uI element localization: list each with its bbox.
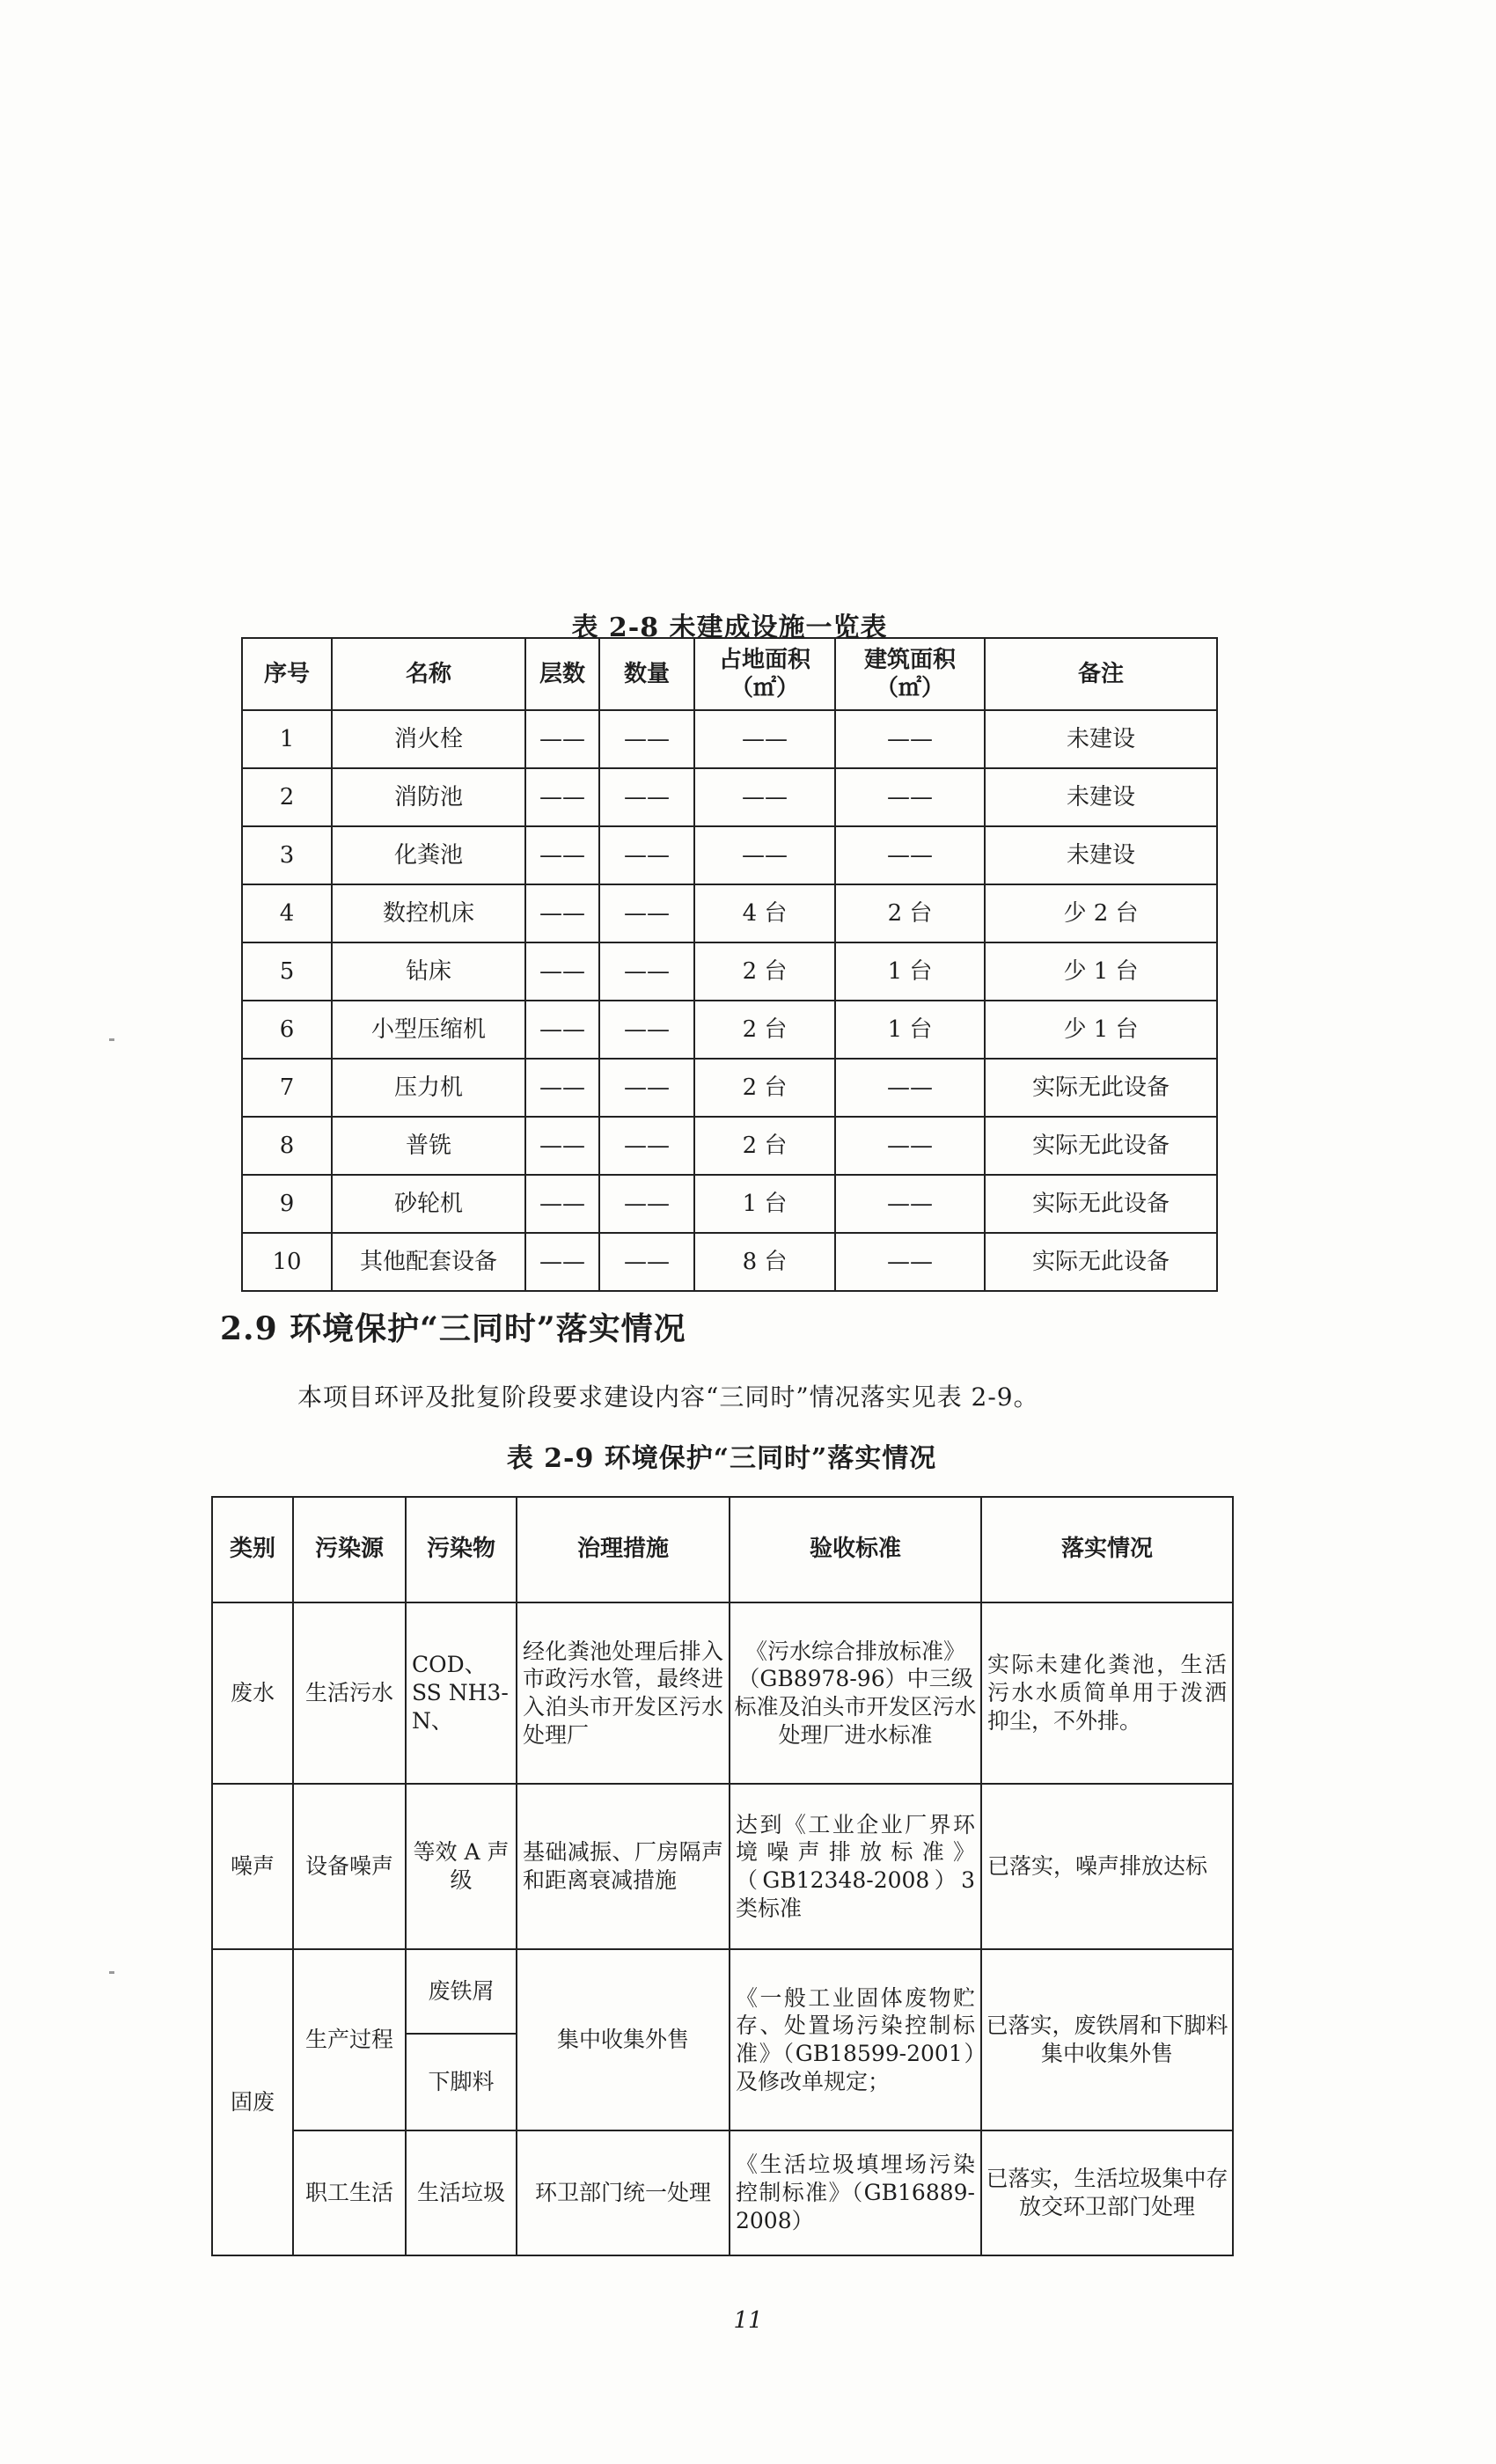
table-cell: 压力机 xyxy=(332,1059,525,1117)
table-cell: 少 1 台 xyxy=(985,1001,1217,1059)
header-cell: 序号 xyxy=(242,638,332,710)
table-cell: —— xyxy=(525,942,599,1001)
table-cell: 未建设 xyxy=(985,710,1217,768)
pollutant-cell: COD、SS NH3-N、 xyxy=(406,1602,517,1784)
table-header-row xyxy=(242,638,1217,710)
table-cell: —— xyxy=(525,1175,599,1233)
table-cell: —— xyxy=(835,1233,985,1291)
table-row xyxy=(242,1233,1217,1291)
table-cell: —— xyxy=(599,710,694,768)
pollutant-cell: 等效 A 声级 xyxy=(406,1784,517,1949)
table-cell: —— xyxy=(694,826,835,884)
table-cell: —— xyxy=(599,826,694,884)
table-cell: 钻床 xyxy=(332,942,525,1001)
table-2-8-caption: 表 2-8 未建成设施一览表 xyxy=(571,612,888,643)
table-row xyxy=(242,1117,1217,1175)
category-cell: 固废 xyxy=(212,1949,293,2255)
table-cell: 2 台 xyxy=(694,1001,835,1059)
table-cell: 未建设 xyxy=(985,826,1217,884)
standard-cell: 《污水综合排放标准》（GB8978-96）中三级标准及泊头市开发区污水处理厂进水标准 xyxy=(730,1602,981,1784)
table-cell: —— xyxy=(525,826,599,884)
table-cell: —— xyxy=(694,710,835,768)
header-cell: 类别 xyxy=(212,1497,293,1602)
table-cell: —— xyxy=(599,768,694,826)
table-row-solid-staff xyxy=(212,2130,1233,2255)
table-cell: 5 xyxy=(242,942,332,1001)
header-cell: 备注 xyxy=(985,638,1217,710)
table-cell: —— xyxy=(599,1233,694,1291)
header-cell: 建筑面积（㎡） xyxy=(835,638,985,710)
table-cell: —— xyxy=(525,710,599,768)
status-cell: 已落实，废铁屑和下脚料集中收集外售 xyxy=(981,1949,1233,2130)
table-cell: 消防池 xyxy=(332,768,525,826)
table-cell: 2 台 xyxy=(694,942,835,1001)
table-cell: —— xyxy=(525,1001,599,1059)
table-cell: 7 xyxy=(242,1059,332,1117)
status-cell: 已落实，生活垃圾集中存放交环卫部门处理 xyxy=(981,2130,1233,2255)
table-cell: —— xyxy=(835,1059,985,1117)
table-row xyxy=(242,710,1217,768)
scan-speck xyxy=(109,1971,114,1974)
table-cell: —— xyxy=(525,1117,599,1175)
table-row xyxy=(242,884,1217,942)
measure-cell: 集中收集外售 xyxy=(517,1949,730,2130)
source-cell: 生产过程 xyxy=(293,1949,406,2130)
table-cell: —— xyxy=(694,768,835,826)
table-cell: 实际无此设备 xyxy=(985,1117,1217,1175)
pollutant-cell: 下脚料 xyxy=(406,2034,517,2130)
table-cell: 砂轮机 xyxy=(332,1175,525,1233)
header-cell: 治理措施 xyxy=(517,1497,730,1602)
table-cell: —— xyxy=(525,1059,599,1117)
header-cell: 污染源 xyxy=(293,1497,406,1602)
table-cell: —— xyxy=(835,1117,985,1175)
table-cell: 2 台 xyxy=(694,1117,835,1175)
measure-cell: 基础减振、厂房隔声和距离衰减措施 xyxy=(517,1784,730,1949)
table-cell: 4 xyxy=(242,884,332,942)
table-cell: 化粪池 xyxy=(332,826,525,884)
table-cell: —— xyxy=(835,826,985,884)
table-cell: —— xyxy=(599,884,694,942)
table-cell: 2 xyxy=(242,768,332,826)
header-cell: 验收标准 xyxy=(730,1497,981,1602)
table-cell: 2 台 xyxy=(835,884,985,942)
table-row xyxy=(242,942,1217,1001)
standard-cell: 《一般工业固体废物贮存、处置场污染控制标准》（GB18599-2001）及修改单规定； xyxy=(730,1949,981,2130)
table-row-wastewater xyxy=(212,1602,1233,1784)
category-cell: 噪声 xyxy=(212,1784,293,1949)
table-cell: 1 台 xyxy=(835,942,985,1001)
table-2-8 xyxy=(241,637,1218,1292)
table-cell: 10 xyxy=(242,1233,332,1291)
table-cell: —— xyxy=(599,1175,694,1233)
standard-cell: 《生活垃圾填埋场污染控制标准》（GB16889-2008） xyxy=(730,2130,981,2255)
table-2-9-caption: 表 2-9 环境保护“三同时”落实情况 xyxy=(506,1443,937,1474)
table-row-noise xyxy=(212,1784,1233,1949)
header-cell: 占地面积（㎡） xyxy=(694,638,835,710)
table-2-8-body xyxy=(242,710,1217,1291)
header-cell: 名称 xyxy=(332,638,525,710)
table-cell: —— xyxy=(525,768,599,826)
table-cell: 实际无此设备 xyxy=(985,1175,1217,1233)
table-cell: —— xyxy=(835,1175,985,1233)
source-cell: 职工生活 xyxy=(293,2130,406,2255)
table-cell: 数控机床 xyxy=(332,884,525,942)
table-cell: 实际无此设备 xyxy=(985,1233,1217,1291)
scan-speck xyxy=(109,1038,114,1041)
table-cell: 普铣 xyxy=(332,1117,525,1175)
table-cell: 9 xyxy=(242,1175,332,1233)
header-cell: 数量 xyxy=(599,638,694,710)
measure-cell: 环卫部门统一处理 xyxy=(517,2130,730,2255)
header-cell: 落实情况 xyxy=(981,1497,1233,1602)
table-cell: 3 xyxy=(242,826,332,884)
table-cell: —— xyxy=(525,884,599,942)
source-cell: 设备噪声 xyxy=(293,1784,406,1949)
table-cell: 1 xyxy=(242,710,332,768)
table-cell: —— xyxy=(835,768,985,826)
table-row xyxy=(242,826,1217,884)
pollutant-cell: 废铁屑 xyxy=(406,1949,517,2034)
table-cell: 4 台 xyxy=(694,884,835,942)
table-row xyxy=(242,1059,1217,1117)
header-cell: 污染物 xyxy=(406,1497,517,1602)
table-cell: —— xyxy=(525,1233,599,1291)
page-number: 11 xyxy=(733,2307,763,2334)
table-cell: 消火栓 xyxy=(332,710,525,768)
status-cell: 实际未建化粪池，生活污水水质简单用于泼洒抑尘，不外排。 xyxy=(981,1602,1233,1784)
table-cell: 少 1 台 xyxy=(985,942,1217,1001)
table-row xyxy=(242,1001,1217,1059)
table-cell: —— xyxy=(599,1117,694,1175)
table-2-9 xyxy=(211,1496,1234,2256)
table-cell: 8 xyxy=(242,1117,332,1175)
header-cell: 层数 xyxy=(525,638,599,710)
table-cell: 未建设 xyxy=(985,768,1217,826)
table-cell: —— xyxy=(599,1059,694,1117)
table-cell: 其他配套设备 xyxy=(332,1233,525,1291)
pollutant-cell: 生活垃圾 xyxy=(406,2130,517,2255)
table-header-row xyxy=(212,1497,1233,1602)
standard-cell: 达到《工业企业厂界环境噪声排放标准》（GB12348-2008）3 类标准 xyxy=(730,1784,981,1949)
table-cell: 6 xyxy=(242,1001,332,1059)
table-cell: 少 2 台 xyxy=(985,884,1217,942)
table-cell: 8 台 xyxy=(694,1233,835,1291)
table-cell: —— xyxy=(599,1001,694,1059)
section-paragraph: 本项目环评及批复阶段要求建设内容“三同时”情况落实见表 2-9。 xyxy=(297,1382,1039,1412)
table-cell: 1 台 xyxy=(694,1175,835,1233)
table-cell: —— xyxy=(599,942,694,1001)
measure-cell: 经化粪池处理后排入市政污水管，最终进入泊头市开发区污水处理厂 xyxy=(517,1602,730,1784)
table-cell: —— xyxy=(835,710,985,768)
section-heading: 2.9 环境保护“三同时”落实情况 xyxy=(220,1310,686,1347)
table-row xyxy=(242,1175,1217,1233)
table-cell: 2 台 xyxy=(694,1059,835,1117)
source-cell: 生活污水 xyxy=(293,1602,406,1784)
table-row-solid-production xyxy=(212,1949,1233,2034)
table-row xyxy=(242,768,1217,826)
table-cell: 小型压缩机 xyxy=(332,1001,525,1059)
status-cell: 已落实，噪声排放达标 xyxy=(981,1784,1233,1949)
table-cell: 1 台 xyxy=(835,1001,985,1059)
table-cell: 实际无此设备 xyxy=(985,1059,1217,1117)
category-cell: 废水 xyxy=(212,1602,293,1784)
